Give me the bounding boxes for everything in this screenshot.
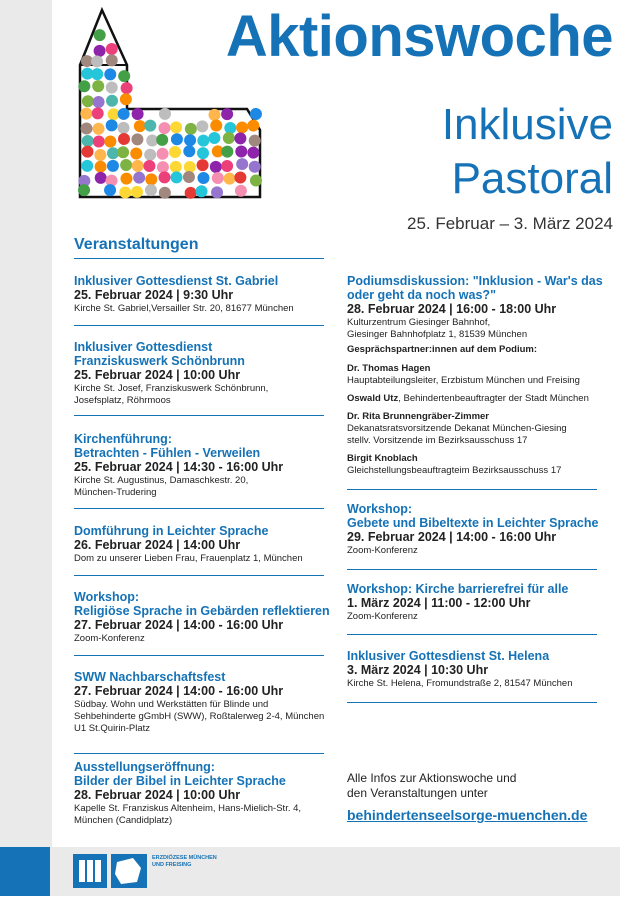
divider: [347, 569, 597, 570]
event-title: Inklusiver Gottesdienst St. Helena: [347, 649, 550, 663]
color-dot: [106, 54, 118, 66]
color-dot: [250, 108, 262, 120]
color-dot: [91, 55, 103, 67]
event-date: 29. Februar 2024 | 14:00 - 16:00 Uhr: [347, 530, 557, 544]
color-dot: [132, 160, 144, 172]
event-location: Kirche St. Josef, Franziskuswerk Schönbrunn, Josefsplatz, Röhrmoos: [74, 383, 269, 406]
color-dot: [197, 147, 209, 159]
color-dot: [118, 122, 130, 134]
color-dot: [234, 172, 246, 184]
event-left-4: [74, 524, 344, 565]
color-dot: [104, 68, 116, 80]
event-location: Kapelle St. Franziskus Altenheim, Hans-Mielich-Str. 4, München (Candidplatz): [74, 803, 302, 826]
color-dot: [159, 187, 171, 199]
color-dot: [157, 148, 169, 160]
color-dot: [118, 108, 130, 120]
color-dot: [221, 108, 233, 120]
website-link[interactable]: behindertenseelsorge-muenchen.de: [347, 807, 588, 823]
color-dot: [224, 122, 236, 134]
color-dot: [159, 108, 171, 120]
color-dot: [156, 134, 168, 146]
event-left-3: [74, 432, 334, 499]
color-dot: [247, 147, 259, 159]
color-dot: [80, 108, 92, 120]
divider: [74, 325, 324, 326]
color-dot: [221, 146, 233, 158]
color-dot: [210, 119, 222, 131]
color-dot: [94, 45, 106, 57]
divider: [74, 753, 324, 754]
divider: [74, 415, 324, 416]
color-dot: [171, 133, 183, 145]
color-dot: [107, 160, 119, 172]
event-left-6: [74, 670, 344, 735]
color-dot: [143, 160, 155, 172]
podium-partners: [347, 344, 617, 483]
event-left-1: [74, 274, 334, 315]
partner-3: [347, 411, 617, 447]
color-dot: [235, 145, 247, 157]
color-dot: [183, 171, 195, 183]
event-date: 26. Februar 2024 | 14:00 Uhr: [74, 538, 241, 552]
color-dot: [157, 161, 169, 173]
event-location: Zoom-Konferenz: [347, 545, 418, 556]
color-dot: [119, 186, 131, 198]
divider: [347, 702, 597, 703]
color-dot: [236, 158, 248, 170]
color-dot: [208, 132, 220, 144]
color-dot: [211, 186, 223, 198]
color-dot: [91, 68, 103, 80]
color-dot: [185, 187, 197, 199]
subtitle-line-2: Pastoral: [451, 154, 613, 203]
subtitle-line-1: Inklusive: [441, 100, 613, 149]
event-left-7: [74, 760, 344, 827]
partner-role: Hauptabteilungsleiter, Erzbistum München und Freising: [347, 375, 580, 386]
section-heading: Veranstaltungen: [74, 236, 199, 253]
color-dot: [234, 132, 246, 144]
color-dot: [209, 109, 221, 121]
event-date: 25. Februar 2024 | 14:30 - 16:00 Uhr: [74, 460, 284, 474]
color-dot: [170, 121, 182, 133]
color-dot: [104, 136, 116, 148]
color-dot: [196, 120, 208, 132]
color-dot: [159, 171, 171, 183]
color-dot: [94, 149, 106, 161]
color-dot: [118, 133, 130, 145]
divider: [74, 575, 324, 576]
color-dot: [106, 119, 118, 131]
color-dot: [81, 160, 93, 172]
color-dot: [144, 120, 156, 132]
color-dot: [171, 171, 183, 183]
event-left-5: [74, 590, 344, 645]
partner-role: Dekanatsratsvorsitzende Dekanat München-Giesing stellv. Vorsitzende im Bezirksausschuss 17: [347, 423, 567, 446]
date-range: 25. Februar – 3. März 2024: [406, 214, 613, 233]
color-dot: [196, 185, 208, 197]
color-dot: [78, 184, 90, 196]
event-location: Dom zu unserer Lieben Frau, Frauenplatz 1, München: [74, 553, 303, 564]
color-dot: [120, 173, 132, 185]
color-dot: [133, 172, 145, 184]
color-dot: [250, 174, 262, 186]
color-dot: [120, 159, 132, 171]
event-date: 25. Februar 2024 | 10:00 Uhr: [74, 368, 241, 382]
color-dot: [81, 123, 93, 135]
color-dot: [78, 80, 90, 92]
event-date: 3. März 2024 | 10:30 Uhr: [347, 663, 489, 677]
footer-accent-block: [0, 847, 50, 896]
divider: [347, 634, 597, 635]
color-dot: [106, 95, 118, 107]
event-date: 28. Februar 2024 | 16:00 - 18:00 Uhr: [347, 302, 557, 316]
color-dot: [82, 95, 94, 107]
event-date: 27. Februar 2024 | 14:00 - 16:00 Uhr: [74, 618, 284, 632]
event-location: Kirche St. Gabriel,Versailler Str. 20, 81677 München: [74, 303, 294, 314]
color-dot: [145, 173, 157, 185]
color-dot: [145, 184, 157, 196]
event-left-2: [74, 340, 334, 407]
logo-text: ERZDIÖZESE MÜNCHEN UND FREISING: [152, 855, 217, 868]
event-right-2: [347, 582, 617, 623]
event-date: 28. Februar 2024 | 10:00 Uhr: [74, 788, 241, 802]
color-dot: [121, 82, 133, 94]
color-dot: [158, 122, 170, 134]
color-dot: [104, 184, 116, 196]
info-text: Alle Infos zur Aktionswoche und den Veranstaltungen unter: [347, 771, 517, 800]
color-dot: [131, 133, 143, 145]
event-title: Domführung in Leichter Sprache: [74, 524, 269, 538]
event-title: Workshop: Religiöse Sprache in Gebärden reflektieren: [74, 590, 330, 618]
color-dot: [131, 186, 143, 198]
partner-role: , Behindertenbeauftragter der Stadt München: [398, 393, 589, 404]
divider: [74, 655, 324, 656]
page-title: Aktionswoche: [225, 4, 613, 69]
event-title: Ausstellungseröffnung: Bilder der Bibel in Leichter Sprache: [74, 760, 286, 788]
event-title: Inklusiver Gottesdienst St. Gabriel: [74, 274, 279, 288]
event-date: 27. Februar 2024 | 14:00 - 16:00 Uhr: [74, 684, 284, 698]
color-dot: [94, 29, 106, 41]
color-dot: [184, 134, 196, 146]
event-right-1: [347, 502, 617, 557]
color-dot: [212, 172, 224, 184]
color-dot: [93, 135, 105, 147]
event-location: Zoom-Konferenz: [347, 611, 418, 622]
divider: [347, 489, 597, 490]
partner-2: [347, 393, 617, 405]
color-dot: [223, 132, 235, 144]
divider: [74, 508, 324, 509]
color-dot: [82, 135, 94, 147]
color-dot: [118, 70, 130, 82]
color-dot: [92, 107, 104, 119]
color-dot: [185, 123, 197, 135]
color-dot: [144, 149, 156, 161]
color-dot: [106, 82, 118, 94]
color-dot: [117, 146, 129, 158]
event-title: Workshop: Gebete und Bibeltexte in Leichter Sprache: [347, 502, 599, 530]
partner-name: Dr. Thomas Hagen: [347, 363, 431, 374]
event-date: 25. Februar 2024 | 9:30 Uhr: [74, 288, 234, 302]
color-dot: [183, 145, 195, 157]
event-location: Südbay. Wohn und Werkstätten für Blinde und Sehbehinderte gGmbH (SWW), Roßtalerweg 2-4, München U1 St.Quirin-Platz: [74, 699, 325, 734]
partner-1: [347, 363, 617, 387]
event-title: SWW Nachbarschaftsfest: [74, 670, 226, 684]
color-dot: [92, 80, 104, 92]
color-dot: [120, 93, 132, 105]
color-dot: [93, 123, 105, 135]
event-location: Kirche St. Helena, Fromundstraße 2, 81547 München: [347, 678, 573, 689]
left-sidebar-band: [0, 0, 52, 847]
color-dot: [95, 172, 107, 184]
event-date: 1. März 2024 | 11:00 - 12:00 Uhr: [347, 596, 531, 610]
event-location: Kulturzentrum Giesinger Bahnhof, Giesinger Bahnhofplatz 1, 81539 München: [347, 317, 528, 340]
event-location: Zoom-Konferenz: [74, 633, 145, 644]
color-dot: [130, 148, 142, 160]
color-dot: [93, 96, 105, 108]
color-dot: [95, 161, 107, 173]
color-dot: [236, 121, 248, 133]
color-dot: [106, 43, 118, 55]
color-dot: [197, 172, 209, 184]
partners-heading: Gesprächspartner:innen auf dem Podium:: [347, 344, 538, 355]
event-podium: [347, 274, 617, 341]
color-dot: [197, 135, 209, 147]
event-title: Inklusiver Gottesdienst Franziskuswerk Schönbrunn: [74, 340, 245, 368]
color-dot: [247, 120, 259, 132]
color-dot: [224, 173, 236, 185]
event-title: Podiumsdiskussion: "Inklusion - War's das oder geht da noch was?": [347, 274, 603, 302]
page-subtitle: [442, 98, 613, 206]
archdiocese-logo: [73, 854, 148, 888]
color-dot: [132, 108, 144, 120]
color-dot: [81, 146, 93, 158]
color-dot: [134, 120, 146, 132]
color-dot: [169, 146, 181, 158]
partner-4: [347, 453, 617, 477]
event-title: Kirchenführung: Betrachten - Fühlen - Verweilen: [74, 432, 261, 460]
partner-name: Birgit Knoblach: [347, 453, 418, 464]
color-dot: [210, 161, 222, 173]
color-dot: [170, 161, 182, 173]
color-dot: [235, 185, 247, 197]
color-dot: [197, 159, 209, 171]
event-title: Workshop: Kirche barrierefrei für alle: [347, 582, 569, 596]
color-dot: [249, 161, 261, 173]
color-dot: [249, 135, 261, 147]
event-right-3: [347, 649, 617, 690]
divider: [74, 258, 324, 259]
event-location: Kirche St. Augustinus, Damaschkestr. 20, München-Trudering: [74, 475, 249, 498]
partner-role: Gleichstellungsbeauftragteim Bezirksausschuss 17: [347, 465, 562, 476]
partner-name: Dr. Rita Brunnengräber-Zimmer: [347, 411, 489, 422]
partner-name: Oswald Utz: [347, 393, 399, 404]
color-dot: [221, 160, 233, 172]
